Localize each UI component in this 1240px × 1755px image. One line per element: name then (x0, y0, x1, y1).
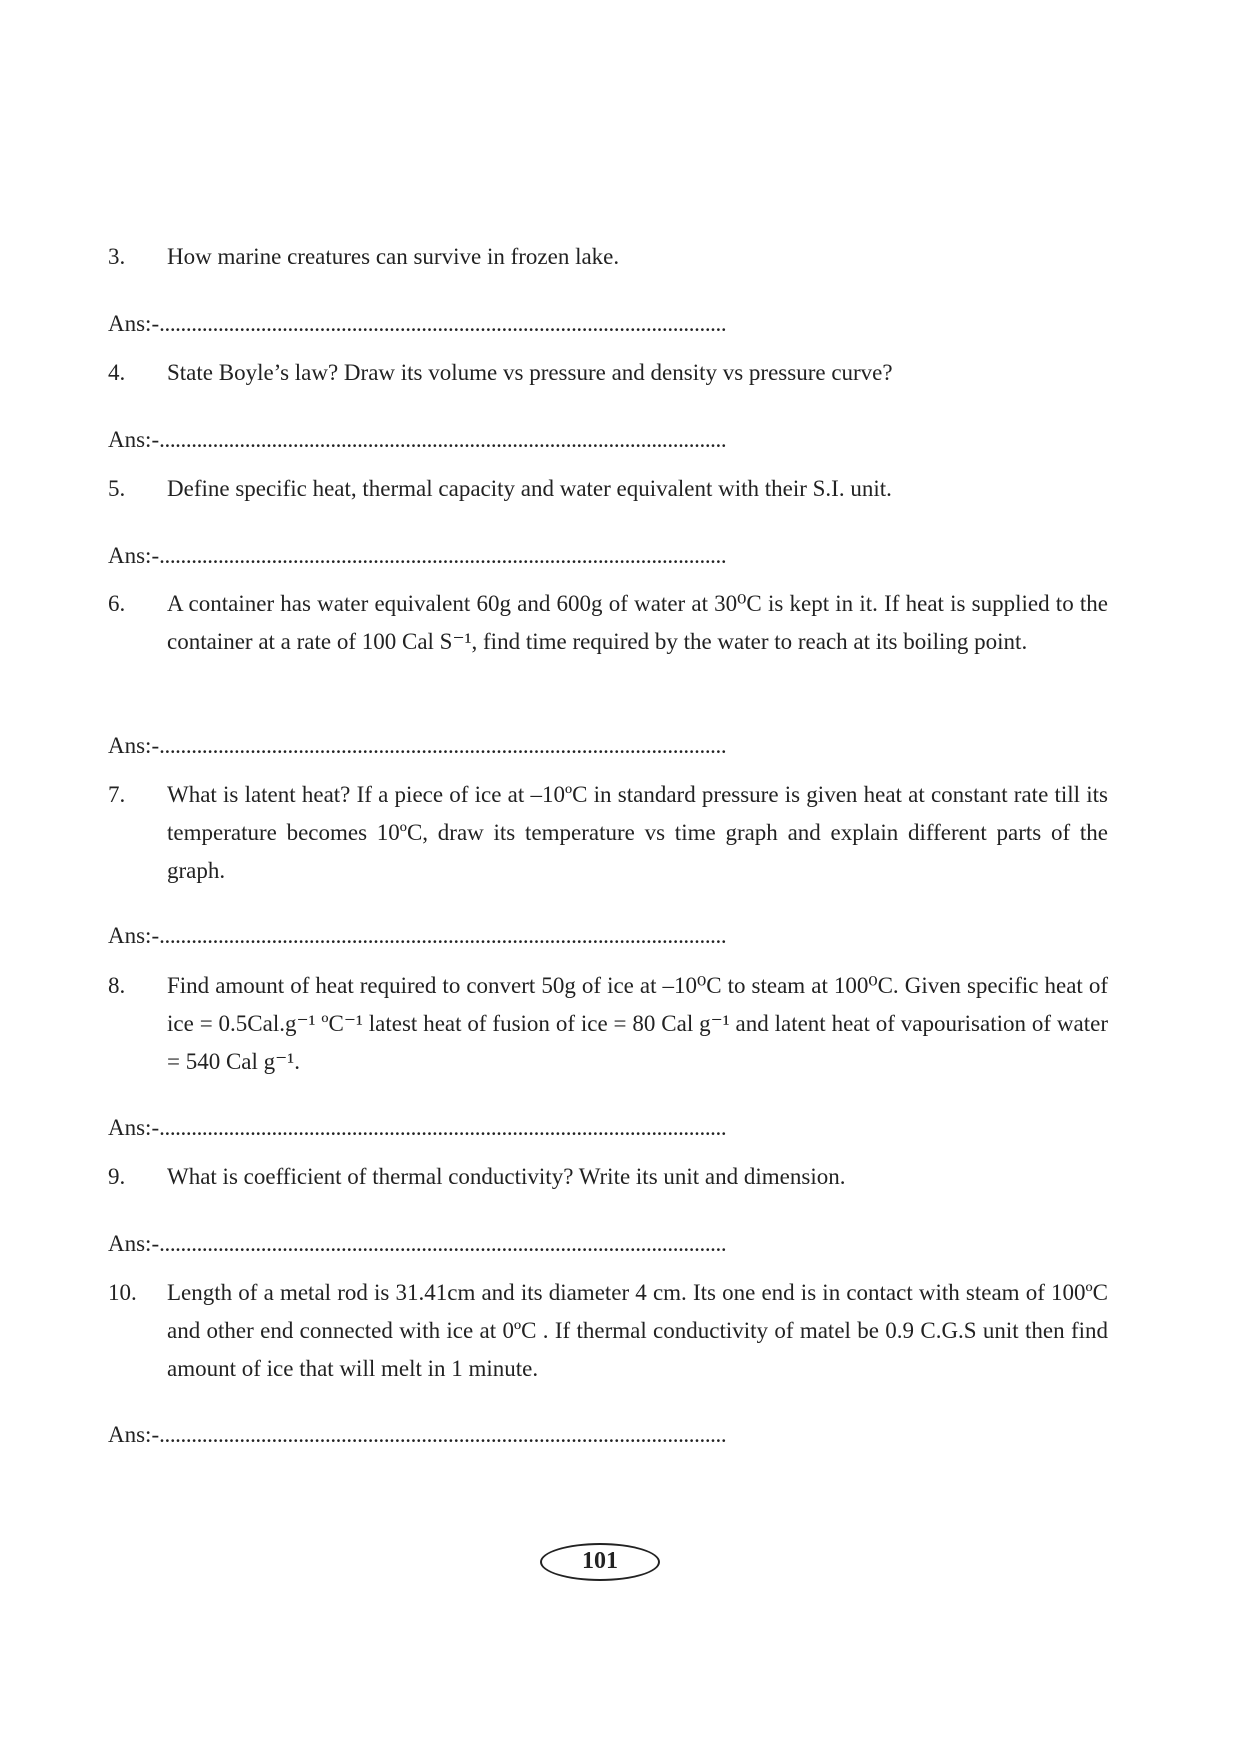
answer-line (108, 425, 726, 455)
answer-line (108, 921, 726, 951)
answer-dots: .......................................................................................................... (159, 1231, 727, 1256)
answer-line (108, 1420, 726, 1450)
question-8 (108, 967, 1108, 1081)
question-number: 3. (108, 244, 126, 269)
answer-label: Ans:- (108, 311, 160, 336)
question-number: 10. (108, 1280, 137, 1305)
answer-dots: .......................................................................................................... (159, 923, 727, 948)
question-number: 6. (108, 591, 126, 616)
question-text: A container has water equivalent 60g and 600g of water at 30⁰C is kept in it. If heat is supplied to the container at a rate of 100 Cal S⁻¹, find time required by the water to reach at its boiling point. (167, 591, 1108, 654)
answer-dots: .......................................................................................................... (159, 427, 727, 452)
answer-label: Ans:- (108, 427, 160, 452)
answer-label: Ans:- (108, 1231, 160, 1256)
question-text: Define specific heat, thermal capacity and water equivalent with their S.I. unit. (167, 476, 892, 501)
answer-line (108, 731, 726, 761)
answer-line (108, 1113, 726, 1143)
answer-dots: .......................................................................................................... (159, 733, 727, 758)
answer-label: Ans:- (108, 923, 160, 948)
question-9 (108, 1158, 1108, 1196)
answer-dots: .......................................................................................................... (159, 543, 727, 568)
question-text: Find amount of heat required to convert 50g of ice at –10⁰C to steam at 100⁰C. Given specific heat of ice = 0.5Cal.g⁻¹ ºC⁻¹ latest heat of fusion of ice = 80 Cal g⁻¹ and latent heat of vapourisation of water = 540 Cal g⁻¹. (167, 973, 1108, 1074)
question-number: 9. (108, 1164, 126, 1189)
answer-label: Ans:- (108, 543, 160, 568)
question-10 (108, 1274, 1108, 1388)
answer-line (108, 1229, 726, 1259)
question-text: How marine creatures can survive in frozen lake. (167, 244, 620, 269)
question-text: What is latent heat? If a piece of ice at –10ºC in standard pressure is given heat at constant rate till its temperature becomes 10ºC, draw its temperature vs time graph and explain different parts of the graph. (167, 782, 1108, 883)
question-text: State Boyle’s law? Draw its volume vs pressure and density vs pressure curve? (167, 360, 893, 385)
answer-dots: .......................................................................................................... (159, 1422, 727, 1447)
question-text: Length of a metal rod is 31.41cm and its diameter 4 cm. Its one end is in contact with steam of 100ºC and other end connected with ice at 0ºC . If thermal conductivity of matel be 0.9 C.G.S unit then find amount of ice that will melt in 1 minute. (167, 1280, 1108, 1381)
question-7 (108, 776, 1108, 890)
answer-dots: .......................................................................................................... (159, 311, 727, 336)
question-number: 8. (108, 973, 126, 998)
question-number: 4. (108, 360, 126, 385)
question-number: 5. (108, 476, 126, 501)
answer-label: Ans:- (108, 733, 160, 758)
question-4 (108, 354, 1108, 392)
answer-label: Ans:- (108, 1422, 160, 1447)
question-6 (108, 585, 1108, 661)
question-5 (108, 470, 1108, 508)
question-text: What is coefficient of thermal conductivity? Write its unit and dimension. (167, 1164, 846, 1189)
answer-line (108, 309, 726, 339)
question-number: 7. (108, 782, 126, 807)
answer-label: Ans:- (108, 1115, 160, 1140)
answer-dots: .......................................................................................................... (159, 1115, 727, 1140)
answer-line (108, 541, 726, 571)
page-number: 101 (540, 1543, 660, 1581)
question-3 (108, 238, 1108, 276)
